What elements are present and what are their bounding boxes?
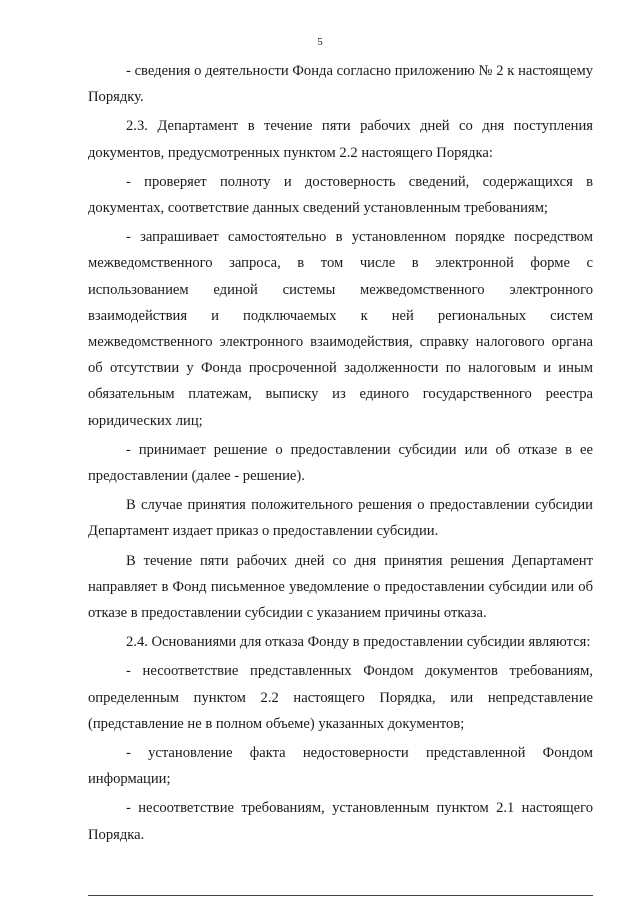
footer-rule xyxy=(88,895,593,896)
document-body xyxy=(88,58,593,851)
paragraph: 2.3. Департамент в течение пяти рабочих дней со дня поступления документов, предусмотренных пунктом 2.2 настоящего Порядка: xyxy=(88,118,593,161)
paragraph: - проверяет полноту и достоверность сведений, содержащихся в документах, соответствие данных сведений установленным требованиям; xyxy=(88,173,593,217)
paragraph: - принимает решение о предоставлении субсидии или об отказе в ее предоставлении (далее - решение). xyxy=(88,441,593,485)
paragraph: 2.4. Основаниями для отказа Фонду в предоставлении субсидии являются: xyxy=(126,634,591,651)
page-number: 5 xyxy=(317,36,323,48)
paragraph: - запрашивает самостоятельно в установленном порядке посредством межведомственного запроса, в том числе в электронной форме с использованием единой системы межведомственного электронного взаимодействия и подключаемых к ней региональных систем межведомственного электронного взаимодействия, справку налогового органа об отсутствии у Фонда просроченной задолженности по налоговым и иным обязательным платежам, выписку из единого государственного реестра юридических лиц; xyxy=(88,229,593,429)
paragraph: - установление факта недостоверности представленной Фондом информации; xyxy=(88,745,593,788)
paragraph: - несоответствие представленных Фондом документов требованиям, определенным пунктом 2.2 настоящего Порядка, или непредставление (представление не в полном объеме) указанных документов; xyxy=(88,663,593,732)
paragraph: В случае принятия положительного решения о предоставлении субсидии Департамент издает приказ о предоставлении субсидии. xyxy=(88,497,593,540)
paragraph: В течение пяти рабочих дней со дня принятия решения Департамент направляет в Фонд письменное уведомление о предоставлении субсидии или об отказе в предоставлении субсидии с указанием причины отказа. xyxy=(88,552,593,622)
paragraph: - несоответствие требованиям, установленным пунктом 2.1 настоящего Порядка. xyxy=(88,800,593,843)
paragraph: - сведения о деятельности Фонда согласно приложению № 2 к настоящему Порядку. xyxy=(88,63,593,106)
